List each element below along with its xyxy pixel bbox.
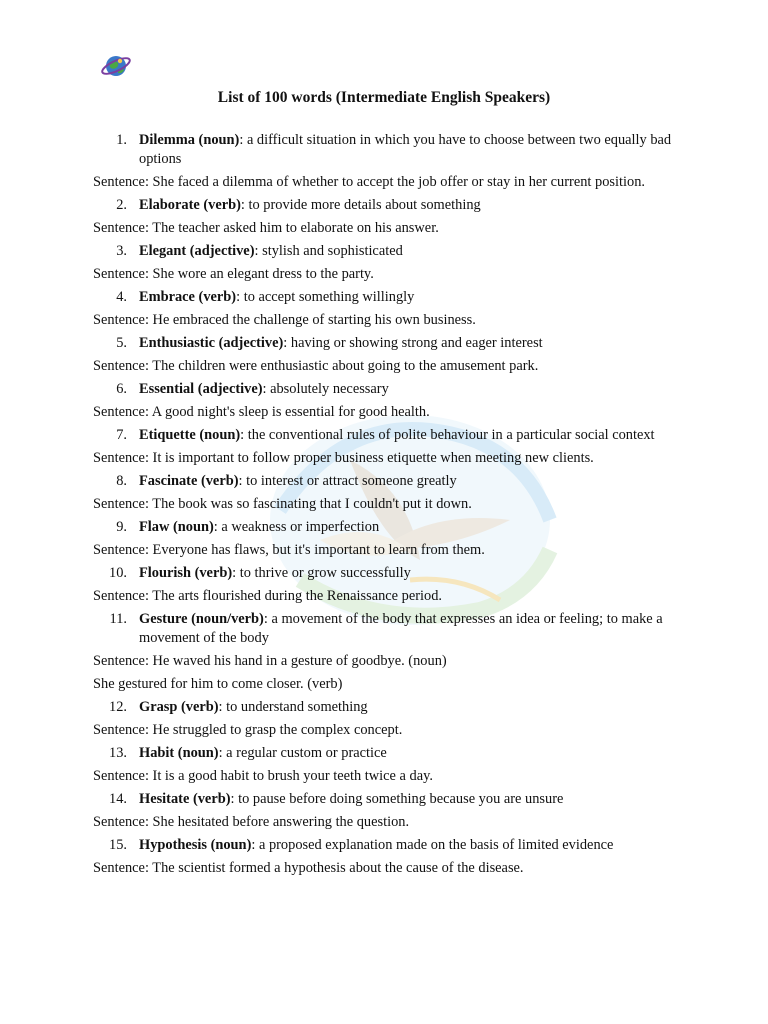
- word-definition: [93, 610, 673, 648]
- word-definition: [93, 698, 673, 717]
- item-number: 7.: [116, 427, 127, 443]
- definition-text: : to interest or attract someone greatly: [238, 473, 457, 489]
- vocabulary-word: Enthusiastic (adjective): [139, 335, 284, 351]
- example-sentence: [93, 173, 673, 192]
- sentence-prefix: Sentence:: [93, 220, 153, 236]
- definition-text: : a difficult situation in which you have to choose between two equally bad options: [139, 132, 672, 167]
- sentence-text: A good night's sleep is essential for good health.: [151, 404, 430, 420]
- definition-text: : stylish and sophisticated: [254, 243, 403, 259]
- item-number: 14.: [109, 791, 127, 807]
- globe-logo-icon: [100, 52, 132, 80]
- list-item: [93, 472, 673, 514]
- sentence-prefix: Sentence:: [93, 404, 152, 420]
- item-number: 6.: [116, 381, 127, 397]
- example-sentence: [93, 219, 673, 238]
- definition-text: : to pause before doing something because you are unsure: [230, 791, 564, 807]
- example-sentence-extra: She gestured for him to come closer. (verb): [93, 676, 343, 692]
- list-item: [93, 288, 673, 330]
- item-number: 5.: [116, 335, 127, 351]
- sentence-text: The teacher asked him to elaborate on his answer.: [152, 220, 439, 236]
- vocabulary-word: Habit (noun): [139, 745, 219, 761]
- definition-text: : a proposed explanation made on the basis of limited evidence: [251, 837, 614, 853]
- example-sentence: [93, 652, 673, 671]
- vocabulary-word: Flaw (noun): [139, 519, 214, 535]
- sentence-text: She wore an elegant dress to the party.: [152, 266, 374, 282]
- list-item: [93, 334, 673, 376]
- definition-text: : to provide more details about something: [240, 197, 481, 213]
- item-number: 15.: [109, 837, 127, 853]
- item-number: 12.: [109, 699, 127, 715]
- sentence-prefix: Sentence:: [93, 542, 153, 558]
- item-number: 13.: [109, 745, 127, 761]
- word-definition: [93, 790, 673, 809]
- sentence-prefix: Sentence:: [93, 312, 153, 328]
- definition-text: : to understand something: [218, 699, 368, 715]
- list-item: [93, 790, 673, 832]
- example-sentence: [93, 449, 673, 468]
- sentence-text: She faced a dilemma of whether to accept the job offer or stay in her current position.: [152, 174, 645, 190]
- vocabulary-word: Essential (adjective): [139, 381, 263, 397]
- list-item: [93, 744, 673, 786]
- definition-text: : the conventional rules of polite behaviour in a particular social context: [240, 427, 655, 443]
- item-number: 11.: [109, 611, 127, 627]
- sentence-text: It is important to follow proper business etiquette when meeting new clients.: [152, 450, 594, 466]
- sentence-text: The scientist formed a hypothesis about the cause of the disease.: [152, 860, 524, 876]
- word-definition: [93, 196, 673, 215]
- list-item: [93, 610, 673, 694]
- list-item: [93, 836, 673, 878]
- sentence-text: The book was so fascinating that I couldn't put it down.: [152, 496, 472, 512]
- word-definition: [93, 472, 673, 491]
- word-definition: [93, 242, 673, 261]
- sentence-prefix: Sentence:: [93, 358, 153, 374]
- item-number: 1.: [116, 132, 127, 148]
- item-number: 9.: [116, 519, 127, 535]
- sentence-prefix: Sentence:: [93, 496, 153, 512]
- item-number: 8.: [116, 473, 127, 489]
- example-sentence: [93, 357, 673, 376]
- definition-text: : a movement of the body that expresses an idea or feeling; to make a movement of the body: [139, 611, 663, 646]
- list-item: [93, 698, 673, 740]
- vocabulary-word: Dilemma (noun): [139, 132, 240, 148]
- vocabulary-word: Elaborate (verb): [139, 197, 241, 213]
- vocabulary-word: Flourish (verb): [139, 565, 233, 581]
- sentence-prefix: Sentence:: [93, 768, 153, 784]
- sentence-prefix: Sentence:: [93, 814, 153, 830]
- sentence-prefix: Sentence:: [93, 860, 153, 876]
- vocabulary-word: Gesture (noun/verb): [139, 611, 264, 627]
- example-sentence: [93, 265, 673, 284]
- example-sentence: [93, 721, 673, 740]
- word-definition: [93, 380, 673, 399]
- item-number: 2.: [116, 197, 127, 213]
- list-item: [93, 196, 673, 238]
- vocabulary-word: Embrace (verb): [139, 289, 237, 305]
- vocabulary-word: Grasp (verb): [139, 699, 219, 715]
- definition-text: : absolutely necessary: [262, 381, 389, 397]
- example-sentence: [93, 813, 673, 832]
- word-definition: [93, 744, 673, 763]
- sentence-prefix: Sentence:: [93, 174, 153, 190]
- sentence-text: The arts flourished during the Renaissance period.: [152, 588, 443, 604]
- definition-text: : to accept something willingly: [236, 289, 415, 305]
- document-title: List of 100 words (Intermediate English Speakers): [217, 89, 551, 106]
- item-number: 3.: [116, 243, 127, 259]
- sentence-text: She hesitated before answering the question.: [152, 814, 410, 830]
- vocabulary-word: Hesitate (verb): [139, 791, 231, 807]
- definition-text: : to thrive or grow successfully: [232, 565, 411, 581]
- list-item: [93, 131, 673, 192]
- example-sentence: [93, 767, 673, 786]
- example-sentence: [93, 311, 673, 330]
- word-definition: [93, 836, 673, 855]
- definition-text: : a weakness or imperfection: [213, 519, 380, 535]
- sentence-text: The children were enthusiastic about going to the amusement park.: [152, 358, 539, 374]
- sentence-text: He struggled to grasp the complex concept.: [152, 722, 403, 738]
- sentence-text: Everyone has flaws, but it's important to learn from them.: [152, 542, 485, 558]
- sentence-prefix: Sentence:: [93, 588, 153, 604]
- word-definition: [93, 334, 673, 353]
- sentence-prefix: Sentence:: [93, 653, 153, 669]
- sentence-text: It is a good habit to brush your teeth twice a day.: [152, 768, 433, 784]
- vocabulary-word: Hypothesis (noun): [139, 837, 252, 853]
- list-item: [93, 564, 673, 606]
- list-item: [93, 426, 673, 468]
- sentence-text: He waved his hand in a gesture of goodbye. (noun): [152, 653, 447, 669]
- example-sentence: [93, 859, 673, 878]
- sentence-prefix: Sentence:: [93, 266, 153, 282]
- vocabulary-word: Elegant (adjective): [139, 243, 255, 259]
- example-sentence: [93, 541, 673, 560]
- definition-text: : having or showing strong and eager interest: [283, 335, 543, 351]
- example-sentence: [93, 403, 673, 422]
- word-list: [93, 131, 673, 882]
- item-number: 10.: [109, 565, 127, 581]
- word-definition: [93, 518, 673, 537]
- list-item: [93, 380, 673, 422]
- vocabulary-word: Fascinate (verb): [139, 473, 239, 489]
- word-definition: [93, 288, 673, 307]
- sentence-text: He embraced the challenge of starting his own business.: [152, 312, 476, 328]
- word-definition: [93, 564, 673, 583]
- sentence-prefix: Sentence:: [93, 450, 153, 466]
- list-item: [93, 518, 673, 560]
- sentence-prefix: Sentence:: [93, 722, 153, 738]
- word-definition: [93, 426, 673, 445]
- word-definition: [93, 131, 673, 169]
- example-sentence: [93, 587, 673, 606]
- example-sentence: [93, 495, 673, 514]
- list-item: [93, 242, 673, 284]
- item-number: 4.: [116, 289, 127, 305]
- vocabulary-word: Etiquette (noun): [139, 427, 241, 443]
- definition-text: : a regular custom or practice: [218, 745, 387, 761]
